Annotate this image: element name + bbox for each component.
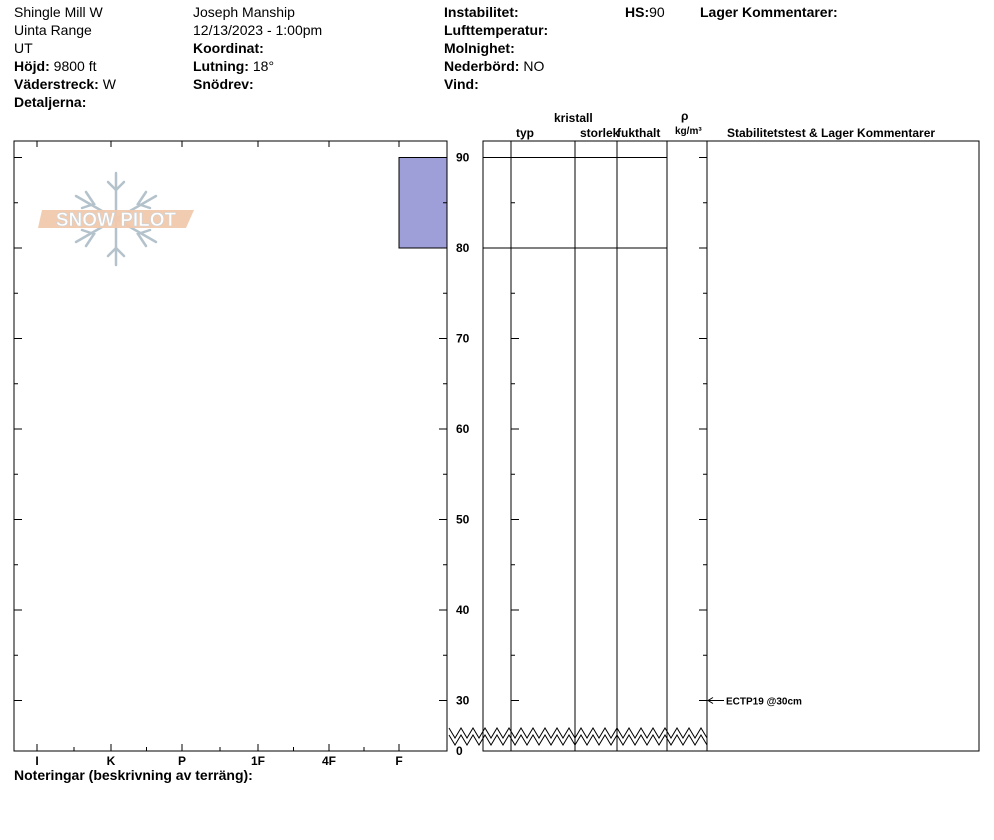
x-tick-label: I xyxy=(35,754,39,768)
stability-test-label: ECTP19 @30cm xyxy=(726,696,802,708)
slope-label: Lutning: xyxy=(193,58,249,74)
x-tick-label: 4F xyxy=(321,754,337,768)
moisture-header: fukthalt xyxy=(617,126,661,140)
axis-break-zigzag xyxy=(449,728,707,738)
crystal-header: kristall xyxy=(554,111,593,125)
wind-loading-label: Snödrev: xyxy=(193,76,254,92)
sky-cover-label: Molnighet: xyxy=(444,40,515,56)
precipitation-label: Nederbörd: xyxy=(444,58,520,74)
snow-depth-label: HS: xyxy=(625,4,650,20)
x-tick-label: K xyxy=(106,754,116,768)
layer-panel-frame xyxy=(483,141,979,751)
wind-label: Vind: xyxy=(444,76,479,92)
instability-label: Instabilitet: xyxy=(444,4,519,20)
observer-name: Joseph Manship xyxy=(193,4,295,20)
details-label: Detaljerna: xyxy=(14,94,87,110)
air-temperature-label: Lufttemperatur: xyxy=(444,22,549,38)
y-tick-label: 50 xyxy=(456,512,470,527)
elevation-label: Höjd: xyxy=(14,58,50,74)
y-tick-label: 40 xyxy=(456,603,470,617)
snow-depth-value: 90 xyxy=(649,4,665,20)
state: UT xyxy=(14,40,33,56)
elevation-value: 9800 ft xyxy=(53,58,97,74)
y-tick-label: 30 xyxy=(456,693,470,708)
x-tick-label: P xyxy=(177,754,187,768)
hardness-panel-frame xyxy=(14,141,447,751)
stability-header: Stabilitetstest & Lager Kommentarer xyxy=(727,126,936,140)
location-name: Shingle Mill W xyxy=(14,4,103,20)
density-unit: kg/m³ xyxy=(675,126,702,137)
y-tick-label: 90 xyxy=(456,150,470,165)
x-tick-label: F xyxy=(395,754,403,768)
density-symbol: ρ xyxy=(681,109,689,123)
observation-datetime: 12/13/2023 - 1:00pm xyxy=(193,22,323,38)
aspect-label: Väderstreck: xyxy=(14,76,99,92)
x-tick-label: 1F xyxy=(250,754,266,768)
layer-comments-label: Lager Kommentarer: xyxy=(700,4,838,20)
y-tick-label: 60 xyxy=(456,422,470,436)
hardness-bar xyxy=(399,158,447,249)
y-tick-label: 0 xyxy=(456,744,463,758)
logo-text: SNOW PILOT xyxy=(55,210,177,231)
y-tick-label: 80 xyxy=(456,241,470,255)
axis-break-zigzag xyxy=(449,735,707,745)
mountain-range: Uinta Range xyxy=(14,22,92,38)
slope-value: 18° xyxy=(252,58,275,74)
coordinate-label: Koordinat: xyxy=(193,40,264,56)
size-header: storlek xyxy=(580,126,620,140)
aspect-value: W xyxy=(102,76,116,92)
type-header: typ xyxy=(516,126,534,140)
precipitation-value: NO xyxy=(523,58,545,74)
y-tick-label: 70 xyxy=(456,331,470,346)
terrain-notes-label: Noteringar (beskrivning av terräng): xyxy=(14,767,253,783)
